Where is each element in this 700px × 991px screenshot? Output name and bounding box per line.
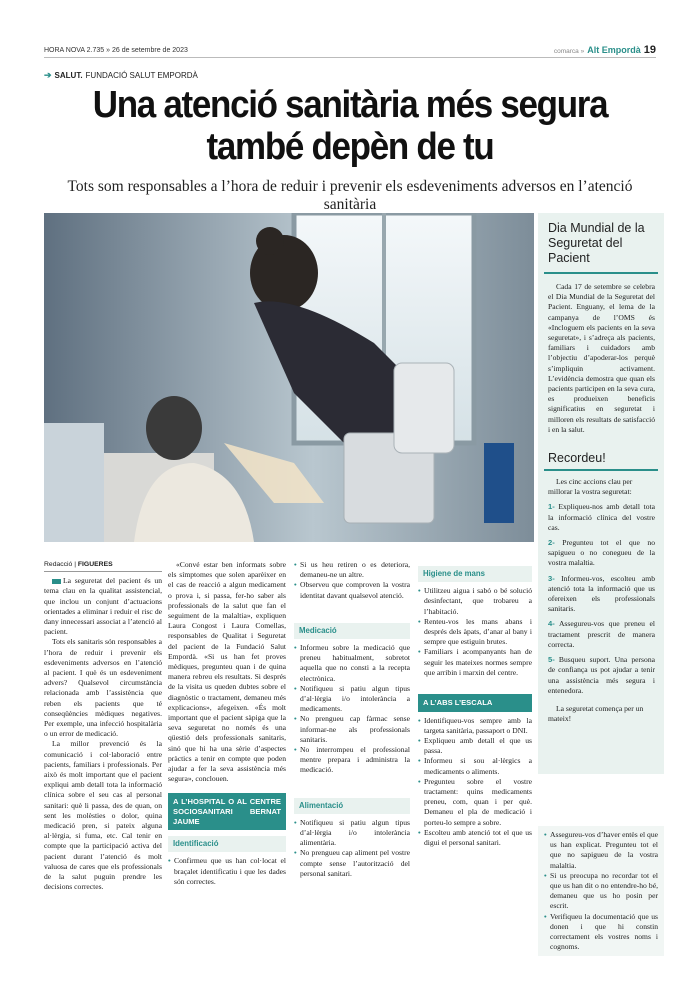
sidebar-box <box>538 213 664 774</box>
column-3 <box>294 560 410 879</box>
bullet-item: • Verifiqueu la documentació que us donen i que hi constin correctament els vostres noms i cognoms. <box>544 912 658 953</box>
bullet-item: • Informeu si sou al·lèrgics a medicaments o aliments. <box>418 756 532 776</box>
bullet-item: • Familiars i acompanyants han de seguir les mateixes normes sempre que arribin i marxin del centre. <box>418 647 532 678</box>
paragraph: «Convé estar ben informats sobre els símptomes que solen aparèixer en el cas de reacció a algun medicament o prova i, si passa, fer-ho saber als professionals de la salut que fan el seguiment de la malaltia», expliquen Laura Congost i Laura Comellas, responsables de Qualitat i Seguretat del pacient de la Fundació Salut Empordà. «Si us han fet proves mèdiques, pregunteu quan i de quina manera rebreu els resultats. Si després de la visita us queden dubtes sobre el diagnòstic o tractament, demaneu més explicacions», afegeixen. «És molt important que el pacient sàpiga que la seva seguretat no només és una qüestió dels professionals sanitaris, sinó que hi ha una sèrie d’aspectes pràctics a tenir en compte que poden ajudar a fer la seva assistència més segura», conclouen. <box>168 560 286 784</box>
section-mark-icon <box>52 579 61 584</box>
sidebar-item <box>544 535 658 571</box>
bullet-item: • Pregunteu sobre el vostre tractament: quins medicaments preneu, com, quan i per què. Demaneu el pla de medicació i porteu-lo sempre a sobre. <box>418 777 532 828</box>
bullet-item: • Utilitzeu aigua i sabó o bé solució desinfectant, que trobareu a l’habitació. <box>418 586 532 617</box>
bullet-item: • Renteu-vos les mans abans i després dels àpats, d’anar al bany i sempre que estiguin brutes. <box>418 617 532 648</box>
sidebar-lead: Les cinc accions clau per millorar la vostra seguretat: <box>548 477 633 497</box>
section-head-alimentacio: Alimentació <box>294 798 410 814</box>
byline-place: FIGUERES <box>77 561 113 568</box>
headline <box>68 84 631 168</box>
article-photo <box>44 213 534 542</box>
bullet-item: • Confirmeu que us han col·locat el braçalet identificatiu i que les dades són correctes. <box>168 856 286 887</box>
byline: Redacció | FIGUERES <box>44 560 162 572</box>
sidebar-item <box>544 652 658 698</box>
kicker-text: FUNDACIÓ SALUT EMPORDÀ <box>85 71 198 80</box>
sidebar-closing: La seguretat comença per un mateix! <box>548 703 644 724</box>
bullet-item: • No interrompeu el professional mentre prepara i administra la medicació. <box>294 745 410 776</box>
headline-line-1: Una atenció sanitària més segura <box>92 84 608 126</box>
sidebar-item <box>544 616 658 652</box>
item-text: Informeu-vos, escolteu amb atenció tota la informació que us ofereixen els professionals sanitaris. <box>548 573 656 614</box>
right-bullets-box <box>538 826 664 956</box>
page-header <box>44 44 656 58</box>
headline-line-2: també depèn de tu <box>206 126 494 168</box>
bullet-item: • Observeu que comproven la vostra identitat davant qualsevol atenció. <box>294 580 410 600</box>
region-label: Alt Empordà <box>587 45 641 55</box>
item-number: 2- <box>548 538 555 548</box>
bullet-item: • Si us preocupa no recordar tot el que us han dit o no entendre-ho bé, demaneu que us ho posin per escrit. <box>544 871 658 912</box>
item-text: Pregunteu tot el que no sapigueu o no conegueu de la vostra malaltia. <box>548 538 655 568</box>
item-text: Busqueu suport. Una persona de confiança us pot ajudar a tenir una assistència més segura i entenedora. <box>548 655 655 695</box>
byline-author: Redacció <box>44 561 73 568</box>
section-head-medicacio: Medicació <box>294 623 410 639</box>
section-head-identificacio: Identificació <box>168 836 286 852</box>
paragraph <box>44 576 162 637</box>
sidebar-title: Dia Mundial de la Seguretat del Pacient <box>544 213 658 274</box>
bullet-item: • Informeu sobre la medicació que preneu habitualment, sobretot aquella que no consti a la recepta electrònica. <box>294 643 410 684</box>
subheadline: Tots som responsables a l’hora de reduir i prevenir els esdeveniments adversos en l’atenció sanitària <box>67 178 633 213</box>
section-info <box>554 44 656 56</box>
column-2 <box>168 560 286 887</box>
issue-info: HORA NOVA 2.735 » 26 de setembre de 2023 <box>44 47 188 54</box>
sidebar-intro: Cada 17 de setembre se celebra el Dia Mundial de la Seguretat del Pacient. Enguany, el lema de la campanya de l’OMS és «Incloguem els pacients en la seva seguretat», i s’adreça als pacients, familiars i cuidadors amb l’objectiu d’apoderar-los perquè s’impliquin activament. L’evidència demostra que quan els pacients participen en la seva cura, es produeixen beneficis significatius en seguretat i milloren els resultats de satisfacció i en la salut. <box>548 282 655 434</box>
bullet-item: • No prengueu cap fàrmac sense informar-ne als professionals sanitaris. <box>294 714 410 745</box>
bullet-item: • Notifiqueu si patiu algun tipus d’al·lèrgia i/o intolerància a medicaments. <box>294 684 410 715</box>
kicker <box>44 70 198 81</box>
page-number: 19 <box>643 44 656 56</box>
paragraph-text: La seguretat del pacient és un tema clau en la qualitat assistencial, que inclou un conjunt d’actuacions orientades a eliminar i reduir el risc de dany innecessari associat a l’atenció al pacient. <box>44 576 162 637</box>
column-4 <box>418 566 532 848</box>
paragraph: La millor prevenció és la comunicació i col·laboració entre pacients, familiars i professionals. Per això és molt important que el pacient expliqui amb detall tota la informació clínica sobre el seu cas al personal sanitari: què li passa, des de quan, on sent les molèsties o dolor, quina medicació pren, si pateix alguna al·lèrgia, si fuma, etc. Cal tenir en compte que la participació activa del pacient durant l’atenció és molt valuosa de cares que els professionals de la salut puguin prendre les decisions correctes. <box>44 739 162 892</box>
kicker-tag: SALUT. <box>54 71 83 80</box>
sidebar-item <box>544 499 658 535</box>
bullet-item: • Escolteu amb atenció tot el que us digui el personal sanitari. <box>418 828 532 848</box>
item-number: 3- <box>548 573 555 583</box>
section-box-abs: A L’ABS L’ESCALA <box>418 694 532 712</box>
item-text: Expliqueu-nos amb detall tota la informació clínica del vostre cas. <box>548 502 655 532</box>
item-text: Assegureu-vos que preneu el tractament prescrit de manera correcta. <box>548 619 655 649</box>
bullet-item: • Identifiqueu-vos sempre amb la targeta sanitària, passaport o DNI. <box>418 716 532 736</box>
item-number: 1- <box>548 502 555 512</box>
item-number: 4- <box>548 619 555 629</box>
section-label: comarca » <box>553 48 585 55</box>
section-head-higiene: Higiene de mans <box>418 566 532 582</box>
sidebar-item <box>544 571 658 617</box>
item-number: 5- <box>548 655 555 665</box>
arrow-right-icon: ➔ <box>44 70 52 80</box>
column-1 <box>44 560 162 893</box>
bullet-item: • Assegureu-vos d’haver entès el que us han explicat. Pregunteu tot el que no sapigueu de la vostra malaltia. <box>544 830 658 871</box>
bullet-item: • Expliqueu amb detall el que us passa. <box>418 736 532 756</box>
bullet-item: • Si us heu retiren o es deteriora, demaneu-ne un altre. <box>294 560 410 580</box>
sidebar-title-2: Recordeu! <box>544 445 658 471</box>
paragraph: Tots els sanitaris són responsables a l’hora de reduir i prevenir els esdeveniments adversos en l’atenció al pacient. I què és un esdeveniment advers? Qualsevol circumstància relacionada amb l’assistència que reben els pacients que té conseqüències mèdiques negatives. Per exemple, una infecció hospitalària o un error de medicació. <box>44 637 162 739</box>
bullet-item: • No prengueu cap aliment pel vostre compte sense l’autorització del personal sanitari. <box>294 848 410 879</box>
photo-illustration <box>44 213 534 542</box>
bullet-item: • Notifiqueu si patiu algun tipus d’al·lèrgia i/o intolerància alimentària. <box>294 818 410 849</box>
section-box-hospital: A L’HOSPITAL O AL CENTRE SOCIOSANITARI BERNAT JAUME <box>168 793 286 830</box>
